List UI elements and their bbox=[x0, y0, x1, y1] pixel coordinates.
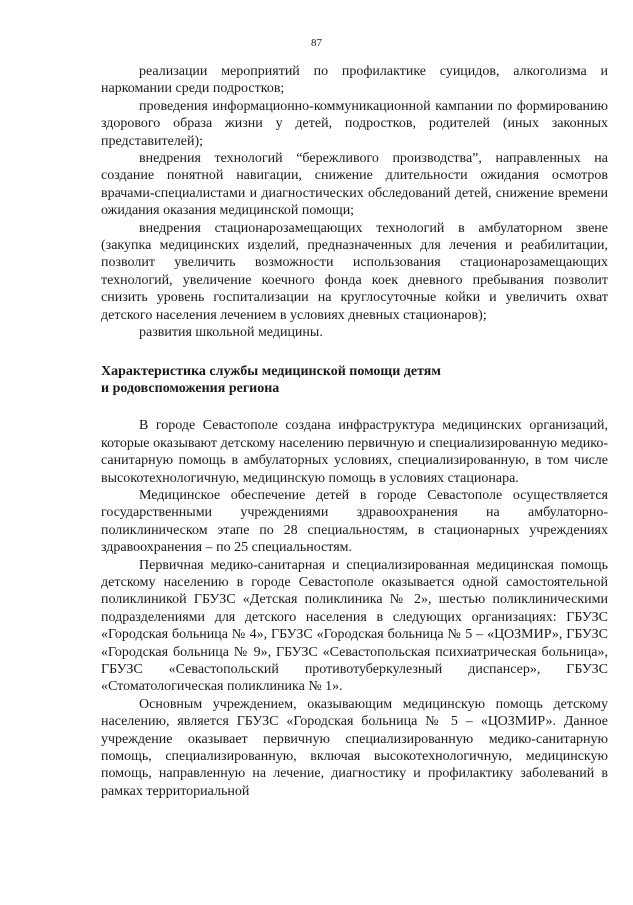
body-paragraph-4: Основным учреждением, оказывающим медицинскую помощь детскому населению, является ГБУЗС «Городская больница № 5 – «ЦОЗМИР». Данное учреждение оказывает первичную специализированную медико-санитарную помощь, специализированную, включая высокотехнологичную, медицинскую помощь, направленную на лечение, диагностику и профилактику заболеваний в рамках территориальной bbox=[101, 696, 608, 799]
body-paragraph-1: В городе Севастополе создана инфраструктура медицинских организаций, которые оказывают детскому населению первичную и специализированную медико-санитарную помощь в амбулаторных условиях, специализированную, в том числе высокотехнологичную, медицинскую помощь в условиях стационара. bbox=[101, 418, 608, 486]
intro-paragraph-1: реализации мероприятий по профилактике суицидов, алкоголизма и наркомании среди подростков; bbox=[101, 64, 608, 97]
section-heading bbox=[101, 363, 608, 398]
intro-paragraph-2: проведения информационно-коммуникационной кампании по формированию здорового образа жизни у детей, подростков, родителей (иных законных представителей); bbox=[101, 98, 608, 149]
spacer bbox=[101, 342, 608, 363]
body-paragraph-3: Первичная медико-санитарная и специализированная медицинская помощь детскому населению в городе Севастополе оказывается одной самостоятельной поликлиникой ГБУЗС «Детская поликлиника № 2», шестью поликлиническими подразделениями для детского населения в следующих организациях: ГБУЗС «Городская больница № 4», ГБУЗС «Городская больница № 5 – «ЦОЗМИР», ГБУЗС «Городская больница № 9», ГБУЗС «Севастопольская психиатрическая больница», ГБУЗС «Севастопольский противотуберкулезный диспансер», ГБУЗС «Стоматологическая поликлиника № 1». bbox=[101, 557, 608, 695]
intro-paragraph-5: развития школьной медицины. bbox=[139, 325, 323, 341]
section-heading-line-1: Характеристика службы медицинской помощи детям bbox=[101, 363, 441, 379]
body-paragraph-2: Медицинское обеспечение детей в городе Севастополе осуществляется государственными учреждениями здравоохранения на амбулаторно-поликлиническом этапе по 28 специальностям, в стационарных учреждениях здравоохранения – по 25 специальностям. bbox=[101, 487, 608, 556]
intro-paragraph-4: внедрения стационарозамещающих технологий в амбулаторном звене (закупка медицинских изделий, предназначенных для лечения и реабилитации, позволит увеличить возможности использования стационарозамещающих технологий, увеличение коечного фонда коек дневного пребывания позволит снизить уровень госпитализации на круглосуточные койки и увеличить охват детского населения лечением в условиях дневных стационаров); bbox=[101, 220, 608, 323]
section-heading-line-2: и родовспоможения региона bbox=[101, 380, 280, 396]
intro-paragraph-3: внедрения технологий “бережливого производства”, направленных на создание понятной навигации, снижение длительности ожидания осмотров врачами-специалистами и диагностических обследований детей, снижение времени ожидания оказания медицинской помощи; bbox=[101, 151, 608, 219]
page-content bbox=[101, 63, 608, 800]
page-number: 87 bbox=[311, 37, 322, 49]
spacer bbox=[101, 397, 608, 417]
